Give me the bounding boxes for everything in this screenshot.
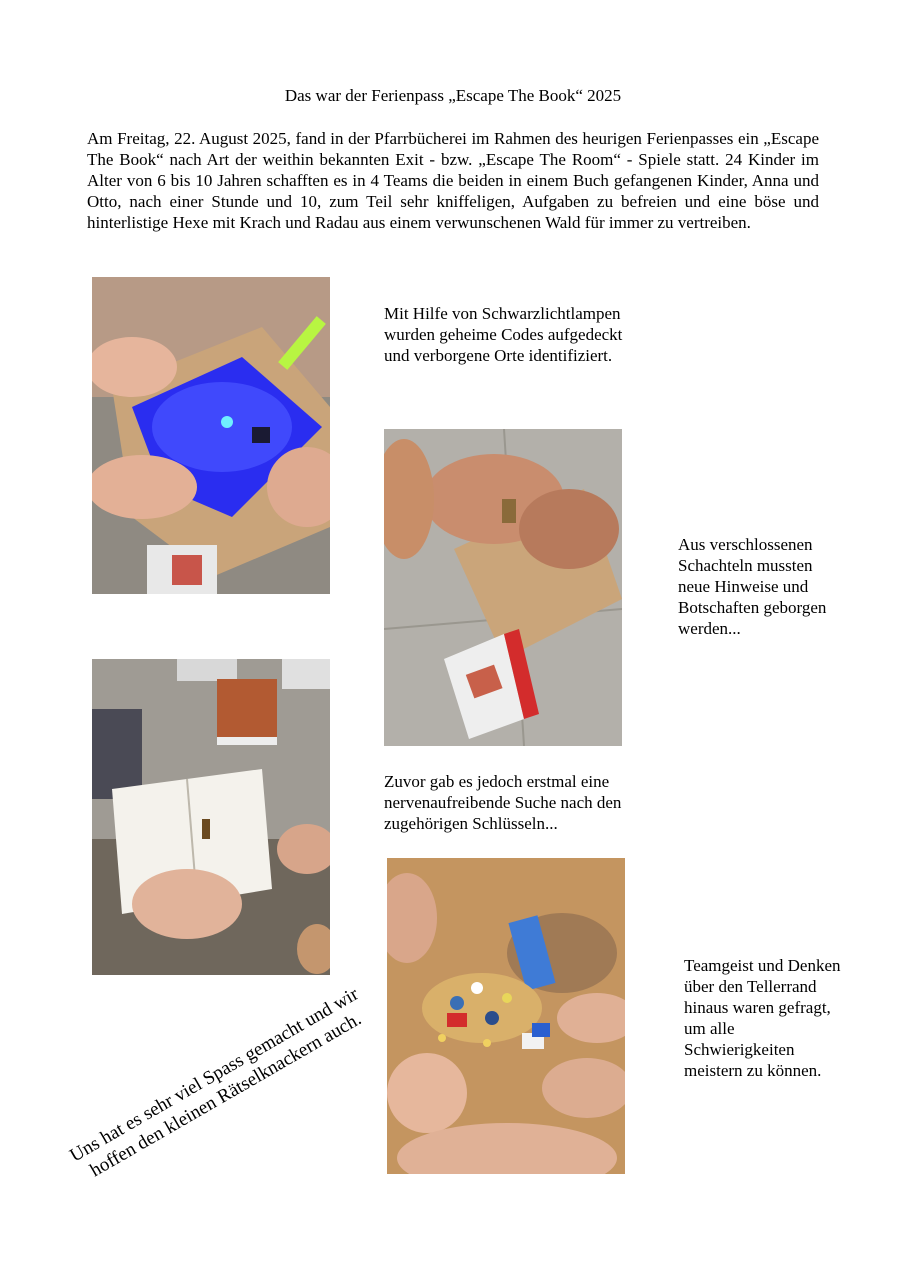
closing-message: Uns hat es sehr viel Spass gemacht und wir hoffen den kleinen Rätselknackern auch.: [66, 983, 365, 1182]
photo-book-key: [92, 659, 330, 975]
page-title: Das war der Ferienpass „Escape The Book“ 2025: [284, 86, 622, 105]
caption-keys: Zuvor gab es jedoch erstmal eine nervenaufreibende Suche nach den zugehörigen Schlüsseln...: [384, 772, 622, 833]
photo-table-puzzle: [387, 858, 625, 1174]
photo-opening-boxes: [384, 429, 622, 746]
intro-paragraph: Am Freitag, 22. August 2025, fand in der Pfarrbücherei im Rahmen des heurigen Ferienpasses ein „Escape The Book“ nach Art der weithin bekannten Exit - bzw. „Escape The Room“ - Spiele statt. 24 Kinder im Alter von 6 bis 10 Jahren schafften es in 4 Teams die beiden in einem Buch gefangenen Kinder, Anna und Otto, nach einer Stunde und 10, zum Teil sehr kniffeligen, Aufgaben zu befreien und eine böse und hinterlistige Hexe mit Krach und Radau aus einem verwunschenen Wald für immer zu vertreiben.: [87, 129, 819, 232]
photo-blacklight-box: [92, 277, 330, 594]
caption-blacklight: Mit Hilfe von Schwarzlichtlampen wurden geheime Codes aufgedeckt und verborgene Orte identifiziert.: [384, 304, 623, 365]
caption-boxes: Aus verschlossenen Schachteln mussten neue Hinweise und Botschaften geborgen werden...: [678, 535, 827, 638]
caption-teamwork: Teamgeist und Denken über den Tellerrand hinaus waren gefragt, um alle Schwierigkeiten meistern zu können.: [684, 956, 841, 1080]
